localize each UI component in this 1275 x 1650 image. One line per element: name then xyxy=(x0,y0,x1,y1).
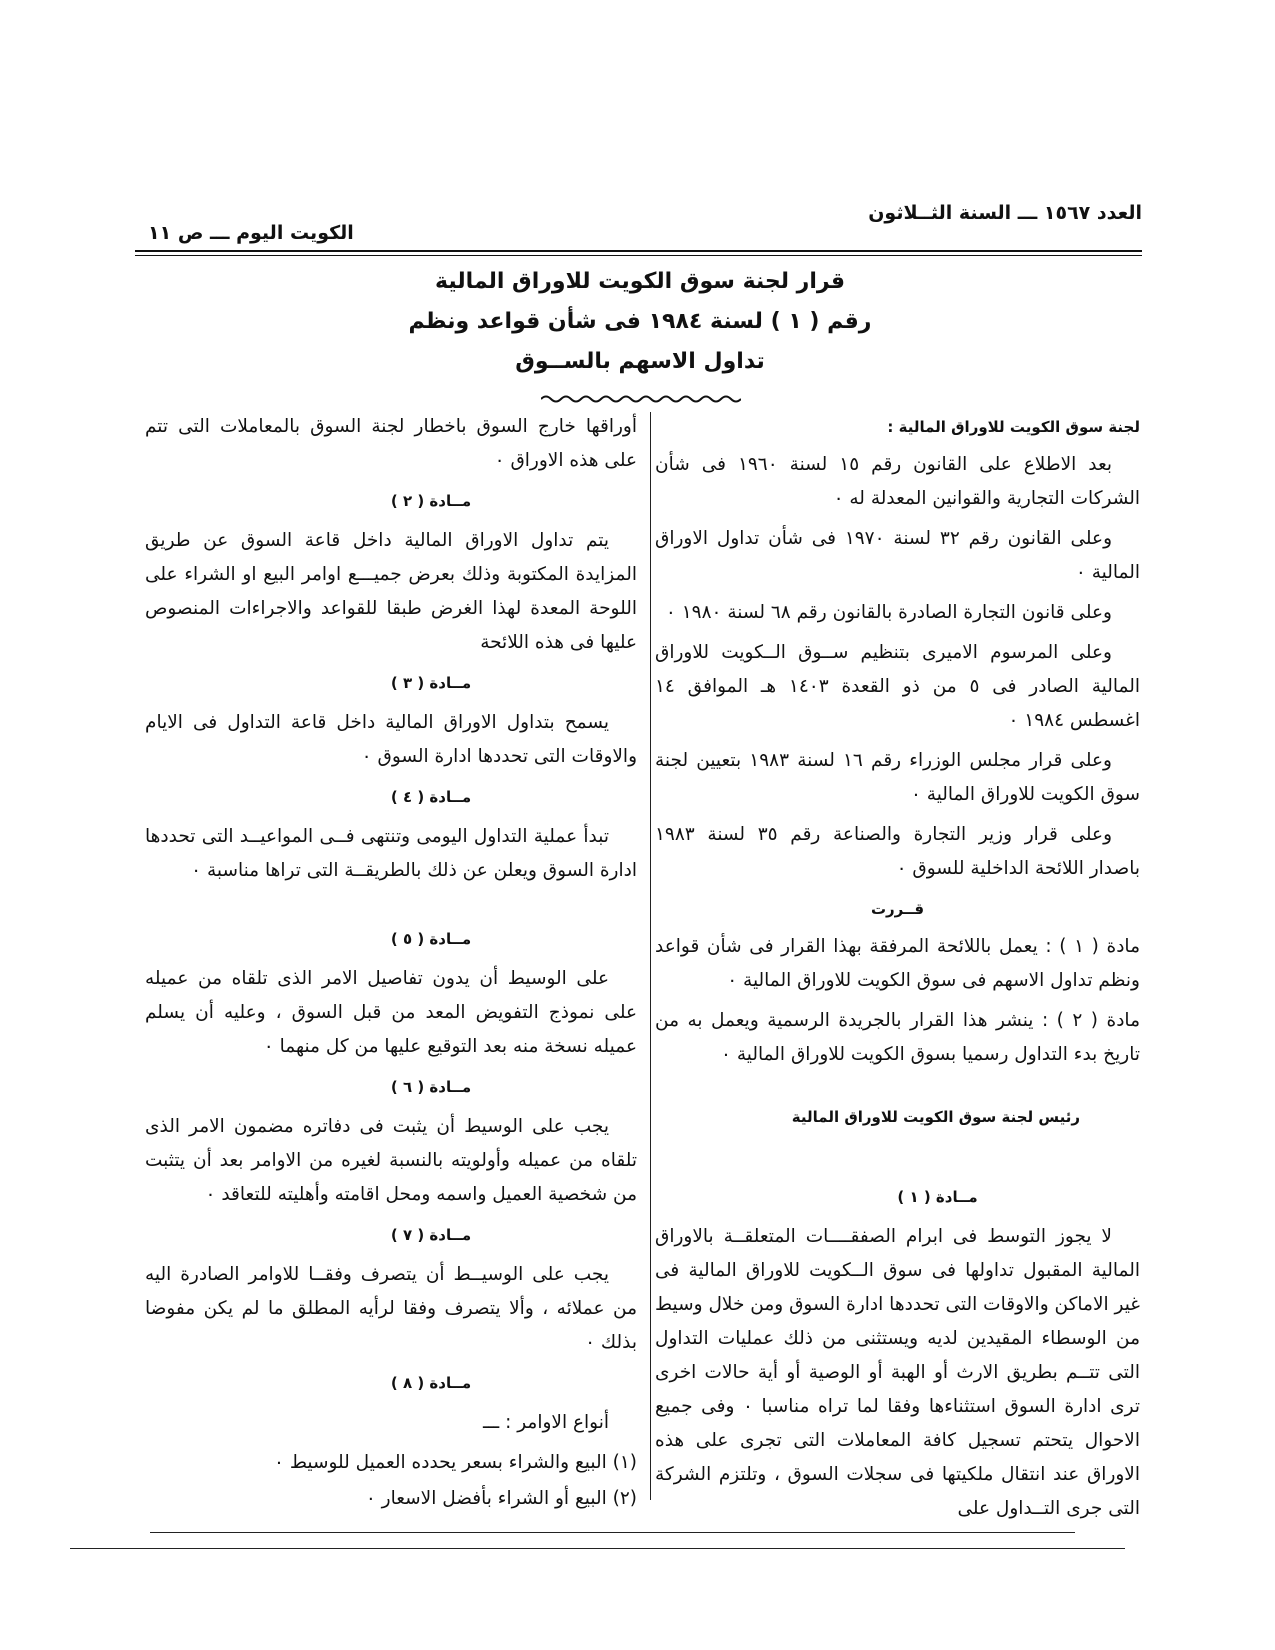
article-text: تبدأ عملية التداول اليومى وتنتهى فــى المواعيــد التى تحددها ادارة السوق ويعلن عن ذلك بالطريقــة التى تراها مناسبة ٠ xyxy=(145,826,637,881)
preamble-item: وعلى قرار وزير التجارة والصناعة رقم ٣٥ لسنة ١٩٨٣ باصدار اللائحة الداخلية للسوق ٠ xyxy=(655,824,1140,879)
header-rule-thin xyxy=(135,255,1142,256)
committee-label: لجنة سوق الكويت للاوراق المالية : xyxy=(887,418,1140,436)
footer-rule-bottom xyxy=(70,1548,1125,1549)
article-heading: مــادة ( ٣ ) xyxy=(390,674,472,692)
order-type-item: (٢) البيع أو الشراء بأفضل الاسعار ٠ xyxy=(365,1488,637,1509)
decision-article: مادة ( ١ ) : يعمل باللائحة المرفقة بهذا القرار فى شأن قواعد ونظم تداول الاسهم فى سوق الكويت للاوراق المالية ٠ xyxy=(655,936,1140,991)
article-heading: مــادة ( ١ ) xyxy=(897,1188,978,1206)
article-text: يجب على الوسيط أن يثبت فى دفاتره مضمون الامر الذى تلقاه من عميله وأولويته بالنسبة لغيره من الاوامر بعد أن يتثبت من شخصية العميل واسمه ومحل اقامته وأهليته للتعاقد ٠ xyxy=(145,1116,637,1205)
title-line-2: رقم ( ١ ) لسنة ١٩٨٤ فى شأن قواعد ونظم xyxy=(408,309,872,334)
article-text: يتم تداول الاوراق المالية داخل قاعة السوق عن طريق المزايدة المكتوبة وذلك بعرض جميـــع اوامر البيع او الشراء على اللوحة المعدة لهذا الغرض طبقا للقواعد والاجراءات المنصوص عليها فى هذه اللائحة xyxy=(145,530,637,653)
preamble-item: وعلى المرسوم الاميرى بتنظيم ســوق الــكويت للاوراق المالية الصادر فى ٥ من ذو القعدة ١٤٠٣ هـ الموافق ١٤ اغسطس ١٩٨٤ ٠ xyxy=(655,642,1140,731)
column-divider xyxy=(650,412,651,1500)
preamble-item: وعلى القانون رقم ٣٢ لسنة ١٩٧٠ فى شأن تداول الاوراق المالية ٠ xyxy=(655,528,1140,583)
article-heading: مــادة ( ٧ ) xyxy=(390,1226,472,1244)
article-heading: مــادة ( ٨ ) xyxy=(390,1374,472,1392)
issue-number: العدد ١٥٦٧ ـــ السنة الثــلاثون xyxy=(868,202,1142,224)
order-types-intro: أنواع الاوامر : ـــ xyxy=(482,1412,609,1433)
title-squiggle-ornament xyxy=(541,394,741,404)
preamble-item: وعلى قرار مجلس الوزراء رقم ١٦ لسنة ١٩٨٣ بتعيين لجنة سوق الكويت للاوراق المالية ٠ xyxy=(655,750,1140,805)
title-line-1: قرار لجنة سوق الكويت للاوراق المالية xyxy=(435,269,845,294)
signature-line: رئيس لجنة سوق الكويت للاوراق المالية xyxy=(791,1108,1080,1126)
order-type-item: (١) البيع والشراء بسعر يحدده العميل للوسيط ٠ xyxy=(274,1452,637,1473)
left-column xyxy=(145,410,637,1518)
article-text: يجب على الوسيــط أن يتصرف وفقــا للاوامر الصادرة اليه من عملائه ، وألا يتصرف وفقا لرأيه المطلق ما لم يكن مفوضا بذلك ٠ xyxy=(145,1264,637,1353)
article-text: على الوسيط أن يدون تفاصيل الامر الذى تلقاه من عميله على نموذج التفويض المعد من قبل السوق ، وعليه أن يسلم عميله نسخة منه بعد التوقيع عليها من كل منهما ٠ xyxy=(145,968,637,1057)
page-number: الكويت اليوم ـــ ص ١١ xyxy=(148,222,354,244)
article-text: لا يجوز التوسط فى ابرام الصفقــــات المتعلقــة بالاوراق المالية المقبول تداولها فى سوق الــكويت للاوراق المالية فى غير الاماكن والاوقات التى تحددها ادارة السوق ومن خلال وسيط من الوسطاء المقيدين لديه ويستثنى من ذلك عمليات التداول التى تتــم بطريق الارث أو الهبة أو الوصية أو أية حالات اخرى ترى ادارة السوق استثناءها وفقا لما تراه مناسبا ٠ وفى جميع الاحوال يتحتم تسجيل كافة المعاملات التى تجرى على هذه الاوراق عند انتقال ملكيتها فى سجلات السوق ، وتلتزم الشركة التى جرى التــداول على xyxy=(655,1226,1140,1519)
title-line-3: تداول الاسهم بالســوق xyxy=(515,349,765,374)
decision-article: مادة ( ٢ ) : ينشر هذا القرار بالجريدة الرسمية ويعمل به من تاريخ بدء التداول رسميا بسوق الكويت للاوراق المالية ٠ xyxy=(655,1010,1140,1065)
footer-rule xyxy=(150,1532,1075,1533)
decree-title xyxy=(300,262,980,382)
header-rule xyxy=(135,250,1142,252)
decided-heading: قــررت xyxy=(870,900,925,918)
article-text: يسمح بتداول الاوراق المالية داخل قاعة التداول فى الايام والاوقات التى تحددها ادارة السوق ٠ xyxy=(145,712,637,767)
continuation-text: أوراقها خارج السوق باخطار لجنة السوق بالمعاملات التى تتم على هذه الاوراق ٠ xyxy=(145,416,637,471)
preamble-item: بعد الاطلاع على القانون رقم ١٥ لسنة ١٩٦٠ فى شأن الشركات التجارية والقوانين المعدلة له ٠ xyxy=(655,454,1140,509)
article-heading: مــادة ( ٤ ) xyxy=(390,788,472,806)
preamble-item: وعلى قانون التجارة الصادرة بالقانون رقم ٦٨ لسنة ١٩٨٠ ٠ xyxy=(665,602,1112,623)
spacer xyxy=(145,894,637,916)
article-heading: مــادة ( ٥ ) xyxy=(390,930,472,948)
article-heading: مــادة ( ٦ ) xyxy=(390,1078,472,1096)
article-heading: مــادة ( ٢ ) xyxy=(390,492,472,510)
right-column xyxy=(655,410,1140,1532)
